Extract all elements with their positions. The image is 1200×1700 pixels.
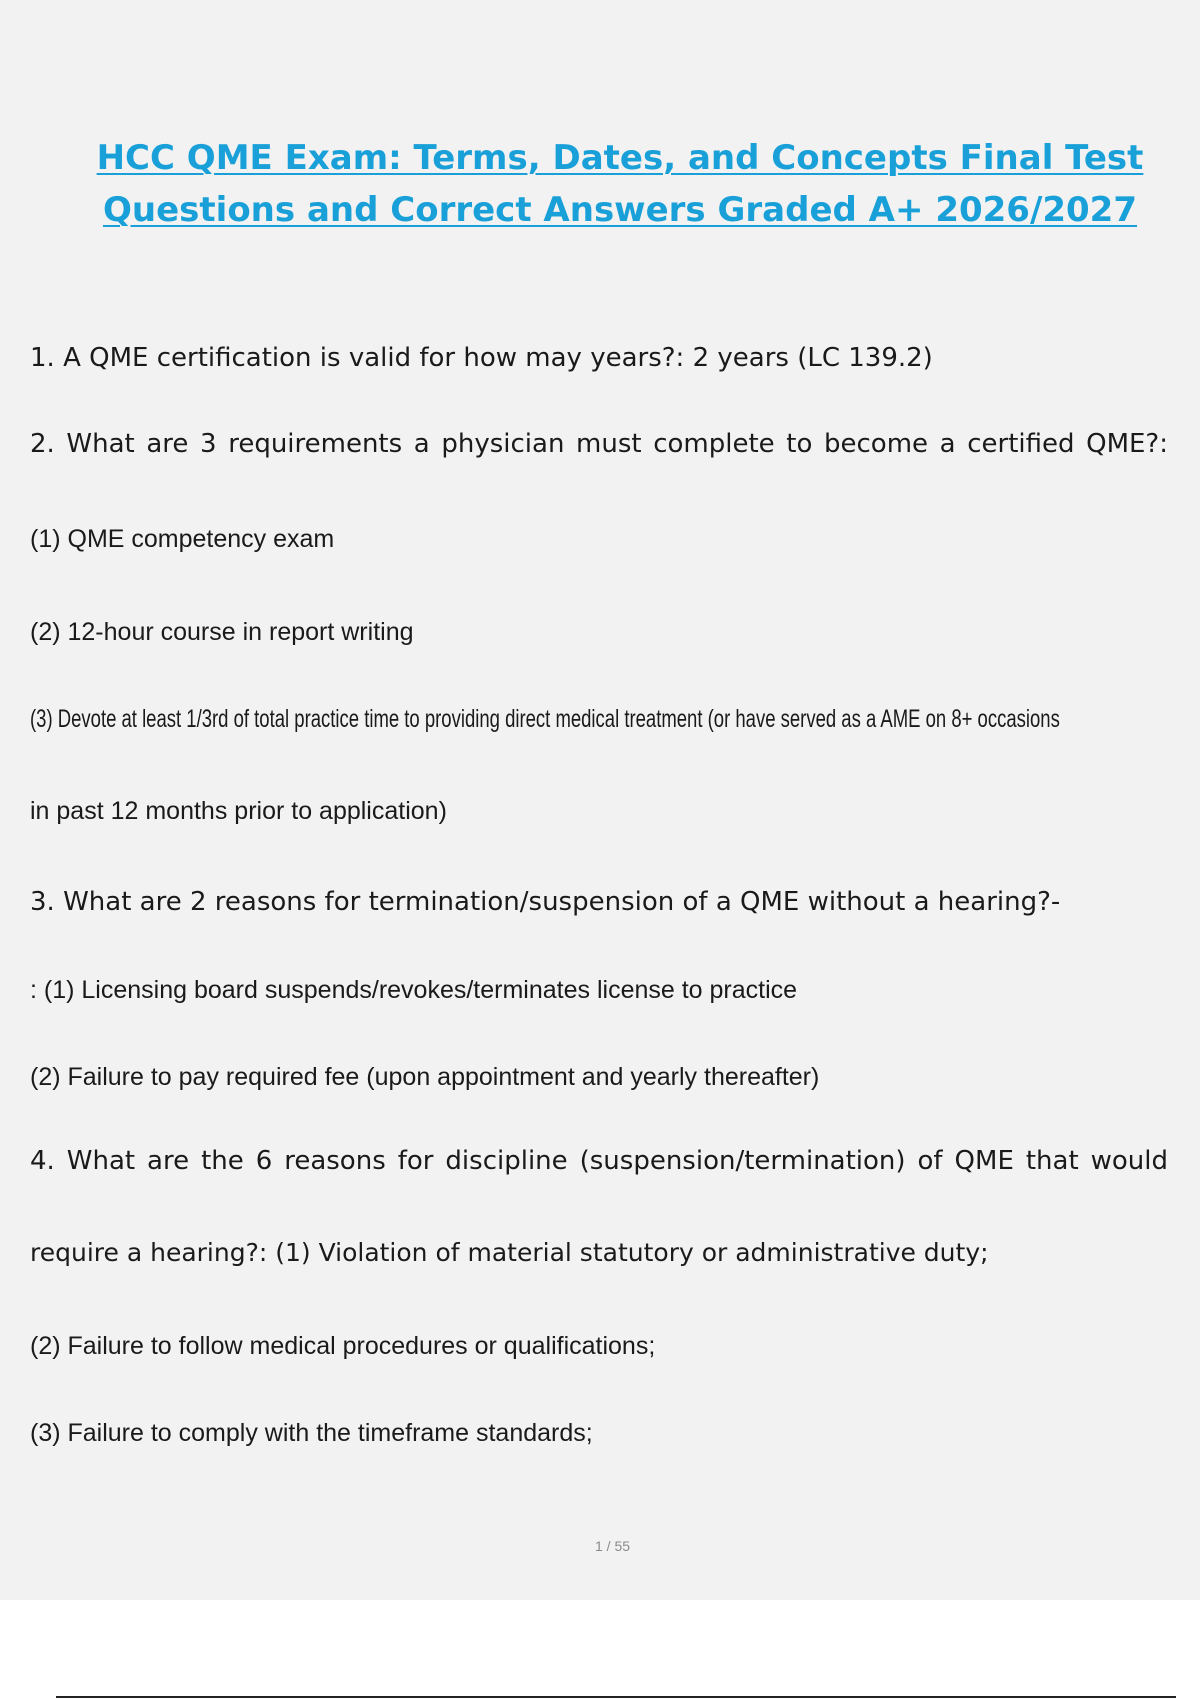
question-2-answer-2: (2) 12-hour course in report writing [30, 618, 414, 646]
page-indicator: 1 / 55 [594, 1538, 631, 1554]
question-2-answer-1: (1) QME competency exam [30, 525, 335, 553]
question-3: 3. What are 2 reasons for termination/suspension of a QME without a hearing?- [30, 887, 1061, 917]
question-4-answer-3: (3) Failure to comply with the timeframe standards; [30, 1419, 593, 1447]
question-4: 4. What are the 6 reasons for discipline (suspension/termination) of QME that would [30, 1146, 1168, 1176]
question-3-answer-1: : (1) Licensing board suspends/revokes/terminates license to practice [30, 976, 798, 1004]
question-4-answer-2: (2) Failure to follow medical procedures or qualifications; [30, 1332, 656, 1360]
title-line-1: HCC QME Exam: Terms, Dates, and Concepts Final Test [96, 138, 1144, 178]
title-line-2: Questions and Correct Answers Graded A+ 2026/2027 [103, 190, 1137, 230]
question-2-answer-3: (3) Devote at least 1/3rd of total practice time to providing direct medical treatment (or have served as a AME on 8+ occasions [30, 705, 1060, 733]
question-2-answer-3-continued: in past 12 months prior to application) [30, 797, 447, 825]
question-1: 1. A QME certification is valid for how may years?: 2 years (LC 139.2) [30, 343, 933, 373]
question-3-answer-2: (2) Failure to pay required fee (upon appointment and yearly thereafter) [30, 1063, 820, 1091]
question-4-continued: require a hearing?: (1) Violation of material statutory or administrative duty; [30, 1238, 989, 1267]
next-page-divider [56, 1696, 1176, 1698]
question-2: 2. What are 3 requirements a physician must complete to become a certified QME?: [30, 429, 1168, 459]
document-title [55, 132, 1185, 236]
